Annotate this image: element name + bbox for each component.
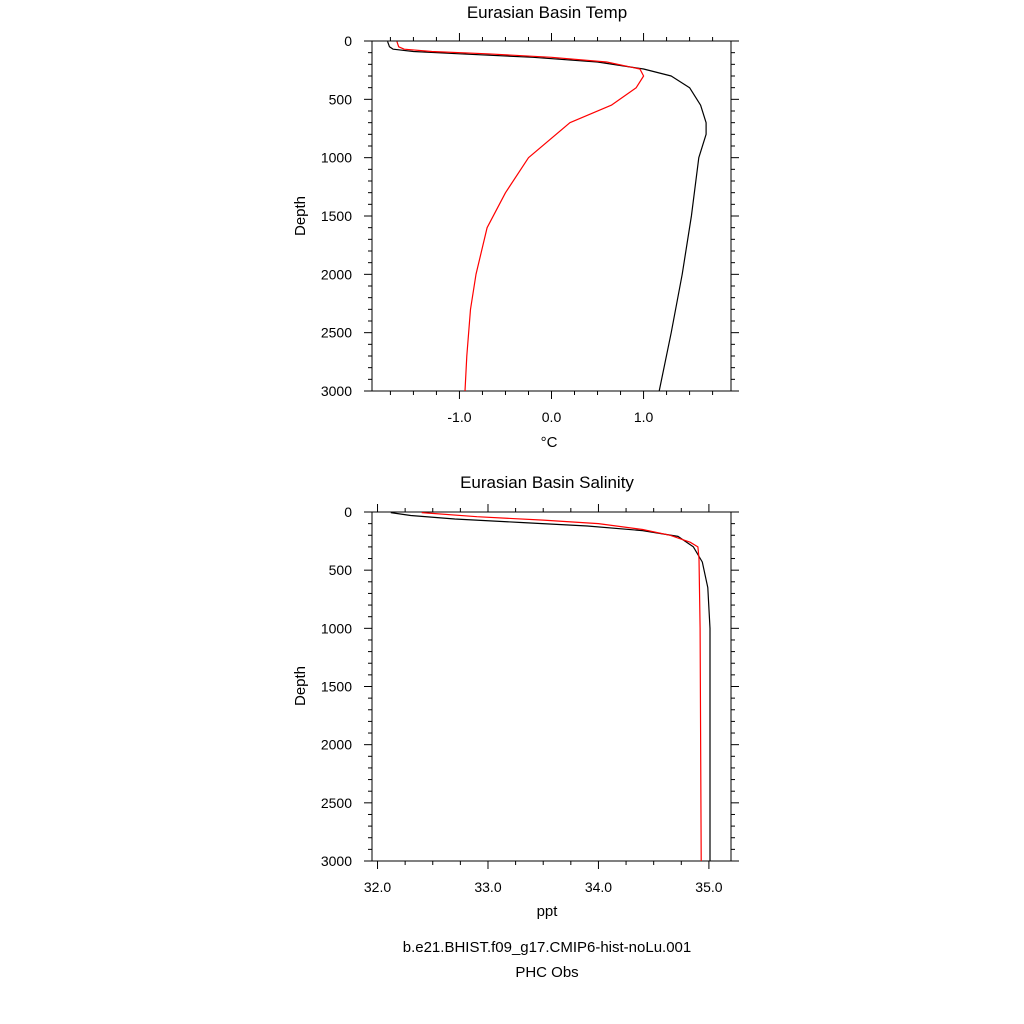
salinity-y-tick-label: 2000	[320, 736, 352, 753]
salinity-y-tick-label: 0	[344, 504, 352, 520]
legend	[403, 939, 692, 981]
temp-y-tick-label: 500	[328, 91, 352, 108]
salinity-y-axis	[321, 504, 739, 869]
temp-chart-title: Eurasian Basin Temp	[466, 3, 628, 22]
temp-y-tick-label: 2000	[320, 266, 352, 283]
salinity-x-tick-label: 34.0	[584, 879, 613, 895]
salinity-chart-title: Eurasian Basin Salinity	[460, 473, 634, 492]
temp-x-axis-label: °C	[540, 434, 558, 451]
salinity-x-tick-label: 35.0	[695, 879, 723, 895]
salinity-panel	[292, 473, 739, 920]
salinity-y-tick-label: 1000	[320, 620, 352, 637]
salinity-x-tick-label: 32.0	[363, 879, 392, 895]
salinity-y-axis-label: Depth	[292, 665, 309, 707]
salinity-x-axis-label: ppt	[536, 903, 558, 920]
temp-y-tick-label: 1000	[320, 149, 352, 166]
temp-y-axis-label: Depth	[292, 195, 309, 237]
salinity-y-tick-label: 2500	[320, 794, 352, 811]
temp-panel	[292, 3, 739, 451]
temp-y-tick-label: 0	[344, 33, 352, 49]
salinity-y-tick-label: 3000	[320, 853, 352, 869]
temp-y-tick-label: 2500	[320, 324, 352, 341]
salinity-obs-series-line	[422, 513, 702, 861]
temp-y-tick-label: 3000	[320, 383, 352, 399]
temp-series-lines	[388, 42, 706, 391]
legend-entry-model: b.e21.BHIST.f09_g17.CMIP6-hist-noLu.001	[402, 939, 692, 956]
temp-y-tick-label: 1500	[320, 208, 352, 224]
temp-x-tick-label: 1.0	[633, 409, 654, 425]
salinity-series-lines	[391, 513, 710, 861]
salinity-plot-frame	[372, 512, 731, 861]
temp-plot-frame	[372, 41, 731, 391]
salinity-x-tick-label: 33.0	[474, 879, 502, 895]
salinity-model-series-line	[391, 513, 710, 861]
salinity-y-tick-label: 1500	[320, 678, 352, 695]
temp-x-tick-label: -1.0	[447, 409, 472, 425]
temp-y-axis	[321, 33, 739, 399]
temp-model-series-line	[388, 42, 706, 391]
legend-entry-obs: PHC Obs	[515, 964, 579, 981]
salinity-y-tick-label: 500	[328, 562, 352, 579]
temp-x-tick-label: 0.0	[541, 409, 562, 425]
salinity-x-axis	[364, 504, 723, 895]
temp-obs-series-line	[397, 42, 644, 391]
